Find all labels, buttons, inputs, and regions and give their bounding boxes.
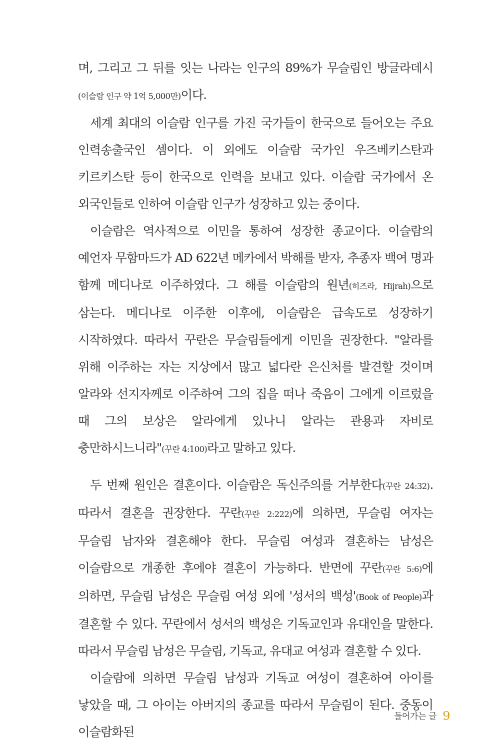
paragraph-children-religion: 이슬람에 의하면 무슬림 남성과 기독교 여성이 결혼하여 아이를 낳았을 때, 그 아이는 아버지의 종교를 따라서 무슬림이 된다. 중동이 이슬람화된 <box>78 671 433 739</box>
text-run: 며, 그리고 그 뒤를 잇는 나라는 인구의 89%가 무슬림인 방글라데시 <box>78 61 433 75</box>
text-run: 에 의하면, 무슬림 남성은 무슬림 여성 외에 '성서의 백성' <box>78 561 433 603</box>
text-run: . 따라서 결혼을 권장한다. 꾸란 <box>78 478 434 520</box>
page-footer <box>394 708 450 722</box>
section-one <box>78 55 433 463</box>
paragraph-immigration-countries: 세계 최대의 이슬람 인구를 가진 국가들이 한국으로 들어오는 주요 인력송출국인 셈이다. 이 외에도 이슬람 국가인 우즈베키스탄과 키르키스탄 등이 한국으로 인력을 보내고 있다. 이슬람 국가에서 온 외국인들로 인하여 이슬람 인구가 성장하고 있는 중이다. <box>78 116 433 211</box>
text-run: 두 번째 원인은 결혼이다. 이슬람은 독신주의를 거부한다 <box>90 478 383 492</box>
text-run: 이슬람은 역사적으로 이민을 통하여 성장한 종교이다. 이슬람의 예언자 무함마드가 AD 622년 메카에서 박해를 받자, 추종자 백여 명과 함께 메디나로 이주하였다. 그 해를 이슬람의 원년 <box>78 224 433 292</box>
citation: (꾸란 2:222) <box>241 509 292 519</box>
section-two <box>78 472 433 746</box>
text-run: 으로 삼는다. 메디나로 이주한 이후에, 이슬람은 급속도로 성장하기 시작하였다. 따라서 꾸란은 무슬림들에게 이민을 권장한다. "알라를 위해 이주하는 자는 지상에서 많고 넓다란 은신처를 발견할 것이며 알라와 선지자께로 이주하여 그의 집을 떠나 죽음이 그에게 이르렀을 때 그의 보상은 알라에게 있나니 알라는 관용과 자비로 충만하시느니라" <box>78 278 433 455</box>
text-run: 이다. <box>180 88 207 102</box>
inline-note: (이슬람 인구 약 1억 5,000만) <box>78 91 181 101</box>
paragraph-marriage <box>78 472 433 665</box>
inline-note: (히즈라, Hijrah) <box>348 281 411 291</box>
text-run: 과 결혼할 수 있다. 꾸란에서 성서의 백성은 기독교인과 유대인을 말한다. 따라서 무슬림 남성은 무슬림, 기독교, 유대교 여성과 결혼할 수 있다. <box>78 589 433 658</box>
inline-note: (Book of People) <box>355 592 422 602</box>
paragraph-continuation <box>78 55 433 110</box>
paragraph-history-migration <box>78 218 433 463</box>
chapter-title: 들어가는 글 <box>394 712 437 722</box>
citation: (꾸란 24:32) <box>382 481 430 491</box>
citation: (꾸란 5:6) <box>382 564 422 574</box>
text-run: 라고 말하고 있다. <box>207 441 296 455</box>
text-run: 에 의하면, 무슬림 여자는 무슬림 남자와 결혼해야 한다. 무슬림 여성과 결혼하는 남성은 이슬람으로 개종한 후에야 결혼이 가능하다. 반면에 꾸란 <box>78 506 433 575</box>
citation: (꾸란 4:100) <box>161 444 208 454</box>
page-number: 9 <box>442 709 450 723</box>
